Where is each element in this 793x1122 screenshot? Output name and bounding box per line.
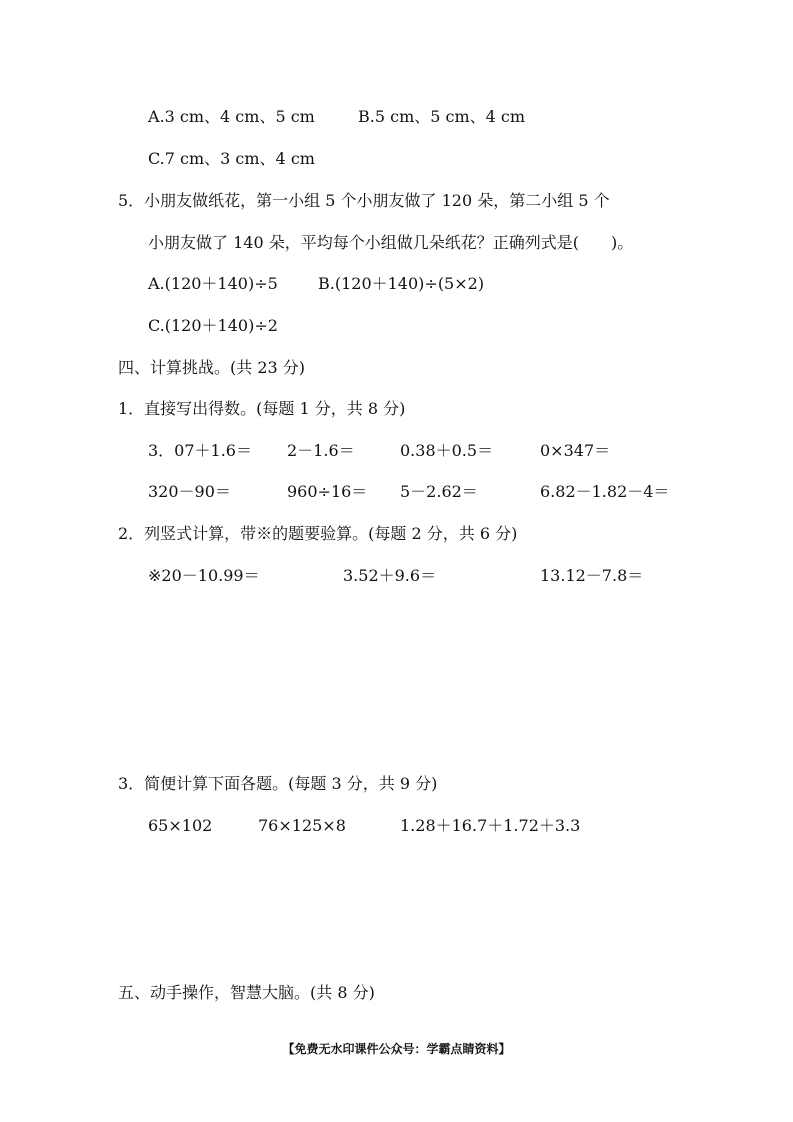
q5-option-a: A.(120＋140)÷5: [148, 274, 278, 293]
calc-row2-item: 6.82－1.82－4＝: [540, 482, 670, 501]
simplify-calc-item: 76×125×8: [258, 816, 346, 835]
calc-row2-item: 960÷16＝: [287, 482, 368, 501]
simplify-calc-item: 1.28＋16.7＋1.72＋3.3: [400, 816, 581, 835]
vertical-calc-item: 3.52＋9.6＝: [343, 566, 437, 585]
calc-row1-item: 3．07＋1.6＝: [148, 441, 252, 460]
section4-p2-title: 2．列竖式计算，带※的题要验算。(每题 2 分，共 6 分): [118, 524, 518, 543]
q5-line1: 5．小朋友做纸花，第一小组 5 个小朋友做了 120 朵，第二小组 5 个: [118, 191, 610, 210]
q5-line2: 小朋友做了 140 朵，平均每个小组做几朵纸花？正确列式是( )。: [148, 233, 634, 252]
vertical-calc-item: 13.12－7.8＝: [540, 566, 644, 585]
q4-option-c: C.7 cm、3 cm、4 cm: [148, 149, 315, 168]
q4-option-a: A.3 cm、4 cm、5 cm: [148, 107, 315, 126]
calc-row1-item: 0.38＋0.5＝: [400, 441, 494, 460]
q5-option-c: C.(120＋140)÷2: [148, 316, 278, 335]
section4-p3-title: 3．简便计算下面各题。(每题 3 分，共 9 分): [118, 774, 438, 793]
footer-watermark: 【免费无水印课件公众号：学霸点睛资料】: [282, 1042, 511, 1056]
calc-row2-item: 320－90＝: [148, 482, 231, 501]
vertical-calc-item: ※20－10.99＝: [148, 566, 260, 585]
calc-row2-item: 5－2.62＝: [400, 482, 478, 501]
calc-row1-item: 0×347＝: [540, 441, 611, 460]
section5-title: 五、动手操作，智慧大脑。(共 8 分): [118, 983, 375, 1002]
q5-option-b: B.(120＋140)÷(5×2): [318, 274, 485, 293]
section4-p1-title: 1．直接写出得数。(每题 1 分，共 8 分): [118, 399, 406, 418]
section4-title: 四、计算挑战。(共 23 分): [118, 358, 306, 377]
calc-row1-item: 2－1.6＝: [287, 441, 355, 460]
q4-option-b: B.5 cm、5 cm、4 cm: [358, 107, 526, 126]
simplify-calc-item: 65×102: [148, 816, 213, 835]
